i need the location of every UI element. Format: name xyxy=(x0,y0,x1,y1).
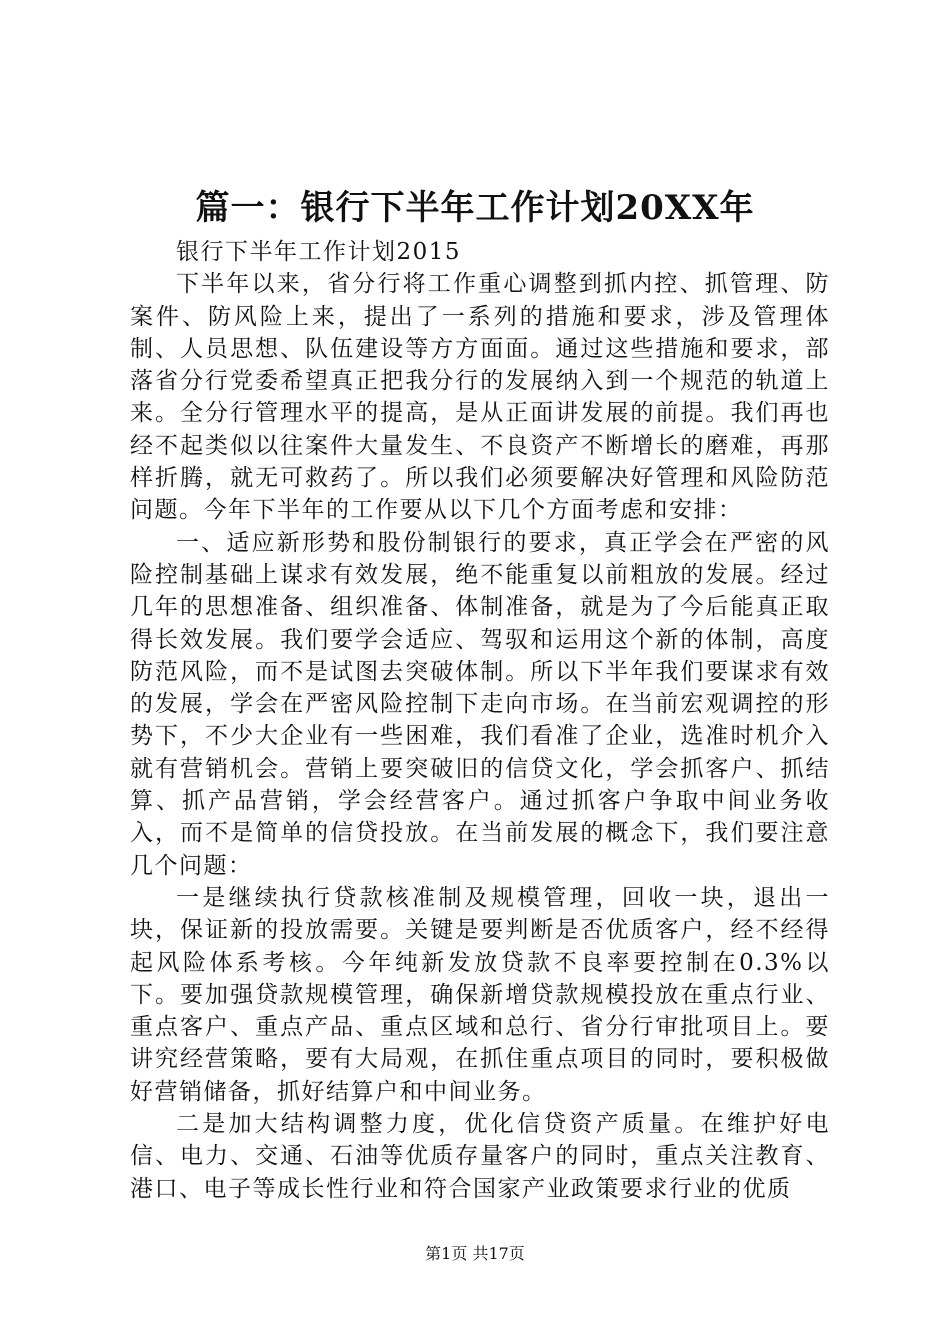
page-footer: 第1页 共17页 xyxy=(425,1244,525,1263)
body-paragraph: 一、适应新形势和股份制银行的要求，真正学会在严密的风险控制基础上谋求有效发展，绝不能重复以前粗放的发展。经过几年的思想准备、组织准备、体制准备，就是为了今后能真正取得长效发展。我们要学会适应、驾驭和运用这个新的体制，高度防范风险，而不是试图去突破体制。所以下半年我们要谋求有效的发展，学会在严密风险控制下走向市场。在当前宏观调控的形势下，不少大企业有一些困难，我们看准了企业，选准时机介入就有营销机会。营销上要突破旧的信贷文化，学会抓客户、抓结算、抓产品营销，学会经营客户。通过抓客户争取中间业务收入，而不是简单的信贷投放。在当前发展的概念下，我们要注意几个问题： xyxy=(130,529,830,879)
document-body xyxy=(130,236,830,1205)
body-paragraph: 下半年以来，省分行将工作重心调整到抓内控、抓管理、防案件、防风险上来，提出了一系列的措施和要求，涉及管理体制、人员思想、队伍建设等方方面面。通过这些措施和要求，部落省分行党委希望真正把我分行的发展纳入到一个规范的轨道上来。全分行管理水平的提高，是从正面讲发展的前提。我们再也经不起类似以往案件大量发生、不良资产不断增长的磨难，再那样折腾，就无可救药了。所以我们必须要解决好管理和风险防范问题。今年下半年的工作要从以下几个方面考虑和安排： xyxy=(130,271,830,524)
body-paragraph: 一是继续执行贷款核准制及规模管理，回收一块，退出一块，保证新的投放需要。关键是要判断是否优质客户，经不经得起风险体系考核。今年纯新发放贷款不良率要控制在0.3%以下。要加强贷款规模管理，确保新增贷款规模投放在重点行业、重点客户、重点产品、重点区域和总行、省分行审批项目上。要讲究经营策略，要有大局观，在抓住重点项目的同时，要积极做好营销储备，抓好结算户和中间业务。 xyxy=(130,884,830,1105)
document-title: 篇一：银行下半年工作计划20XX年 xyxy=(195,188,755,228)
body-paragraph: 二是加大结构调整力度，优化信贷资产质量。在维护好电信、电力、交通、石油等优质存量客户的同时，重点关注教育、港口、电子等成长性行业和符合国家产业政策要求行业的优质 xyxy=(130,1111,830,1202)
subtitle-paragraph: 银行下半年工作计划2015 xyxy=(176,239,462,265)
